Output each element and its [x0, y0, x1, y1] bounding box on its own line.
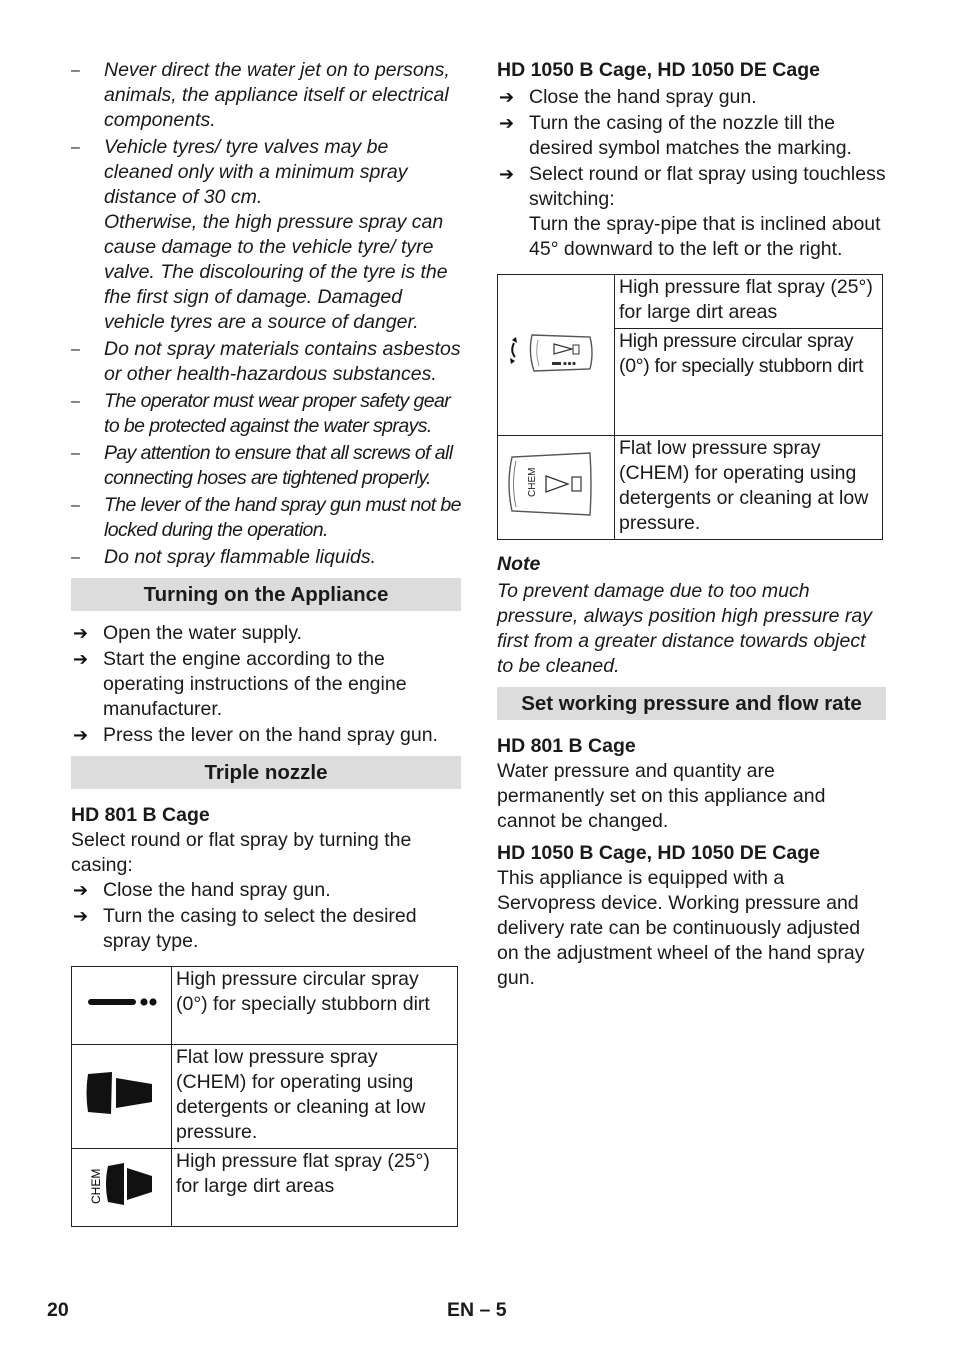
model-heading: HD 801 B Cage: [71, 804, 210, 826]
right-column: [497, 58, 886, 991]
model-heading: HD 1050 B Cage, HD 1050 DE Cage: [497, 59, 820, 81]
list-item: – Do not spray materials contains asbestos or other health-hazardous substances.: [71, 337, 461, 387]
section-heading-turning-on: Turning on the Appliance: [71, 578, 461, 611]
symbol-cell: [498, 436, 615, 540]
table-row: [498, 275, 883, 329]
list-item: ➔ Press the lever on the hand spray gun.: [71, 723, 461, 748]
spray-type-table: [71, 966, 458, 1227]
turning-on-steps: [71, 621, 461, 748]
section-heading-set-pressure: Set working pressure and flow rate: [497, 687, 886, 720]
page-number: 20: [47, 1299, 69, 1321]
symbol-cell: [72, 967, 172, 1045]
list-item-continuation: Turn the spray-pipe that is inclined about 45° downward to the left or the right.: [529, 213, 881, 260]
note-text: To prevent damage due to too much pressure, always position high pressure ray first from a greater distance towards object to be cleaned.: [497, 580, 873, 677]
note-heading: Note: [497, 553, 541, 575]
list-item: [71, 135, 461, 335]
list-item: – The operator must wear proper safety gear to be protected against the water sprays.: [71, 389, 461, 439]
description-cell: Flat low pressure spray (CHEM) for operating using detergents or cleaning at low pressure.: [615, 436, 883, 540]
list-item: – Never direct the water jet on to persons, animals, the appliance itself or electrical components.: [71, 58, 461, 133]
list-item: ➔ Close the hand spray gun.: [497, 85, 886, 110]
description-cell: High pressure flat spray (25°) for large dirt areas: [172, 1149, 458, 1227]
list-item: ➔ Close the hand spray gun.: [71, 878, 461, 903]
model-heading: HD 801 B Cage: [497, 735, 636, 757]
table-row: [72, 1045, 458, 1149]
list-item: ➔ Turn the casing of the nozzle till the desired symbol matches the marking.: [497, 111, 886, 161]
list-item: – The lever of the hand spray gun must not be locked during the operation.: [71, 493, 461, 543]
right-steps: [497, 85, 886, 262]
list-item-text: Vehicle tyres/ tyre valves may be cleaned only with a minimum spray distance of 30 cm.: [104, 136, 408, 208]
table-row: [72, 1149, 458, 1227]
list-item: – Do not spray flammable liquids.: [71, 545, 461, 570]
description-cell: High pressure circular spray (0°) for specially stubborn dirt: [172, 967, 458, 1045]
model-heading: HD 1050 B Cage, HD 1050 DE Cage: [497, 842, 820, 864]
chem-flat-spray-icon: [82, 1158, 162, 1210]
section-page-label: EN – 5: [447, 1299, 507, 1321]
intro-text: Select round or flat spray by turning the casing:: [71, 829, 412, 876]
low-pressure-wide-nozzle-icon: [82, 1068, 162, 1118]
circular-jet-symbol-icon: [82, 992, 162, 1012]
description-cell: Flat low pressure spray (CHEM) for operating using detergents or cleaning at low pressure.: [172, 1045, 458, 1149]
list-item: ➔ Turn the casing to select the desired spray type.: [71, 904, 461, 954]
body-text: Water pressure and quantity are permanently set on this appliance and cannot be changed.: [497, 760, 826, 832]
description-cell: High pressure flat spray (25°) for large dirt areas: [615, 275, 883, 329]
chem-label: CHEM: [527, 467, 538, 497]
safety-list: [71, 58, 461, 570]
left-column: [71, 58, 461, 1227]
table-row: [72, 967, 458, 1045]
nozzle-symbol-table: [497, 274, 883, 540]
symbol-cell: [72, 1149, 172, 1227]
body-text: This appliance is equipped with a Servopress device. Working pressure and delivery rate can be continuously adjusted on the adjustment wheel of the hand spray gun.: [497, 867, 865, 989]
symbol-cell: [72, 1045, 172, 1149]
chem-nozzle-casing-icon: [506, 439, 606, 529]
chem-label: CHEM: [88, 1168, 103, 1204]
description-cell: High pressure circular spray (0°) for specially stubborn dirt: [615, 329, 883, 436]
triple-nozzle-steps: [71, 878, 461, 954]
list-item: ➔ Start the engine according to the operating instructions of the engine manufacturer.: [71, 647, 461, 722]
rotating-nozzle-casing-icon: [506, 307, 606, 397]
symbol-cell: [498, 275, 615, 436]
list-item: – Pay attention to ensure that all screws of all connecting hoses are tightened properly.: [71, 441, 461, 491]
list-item-continuation: Otherwise, the high pressure spray can cause damage to the vehicle tyre/ tyre valve. The discolouring of the tyre is the fhe first sign of damage. Damaged vehicle tyres are a source of danger.: [104, 211, 448, 333]
list-item-text: Select round or flat spray using touchless switching:: [529, 163, 886, 210]
list-item: ➔ Open the water supply.: [71, 621, 461, 646]
table-row: [498, 436, 883, 540]
list-item: [497, 162, 886, 262]
section-heading-triple-nozzle: Triple nozzle: [71, 756, 461, 789]
